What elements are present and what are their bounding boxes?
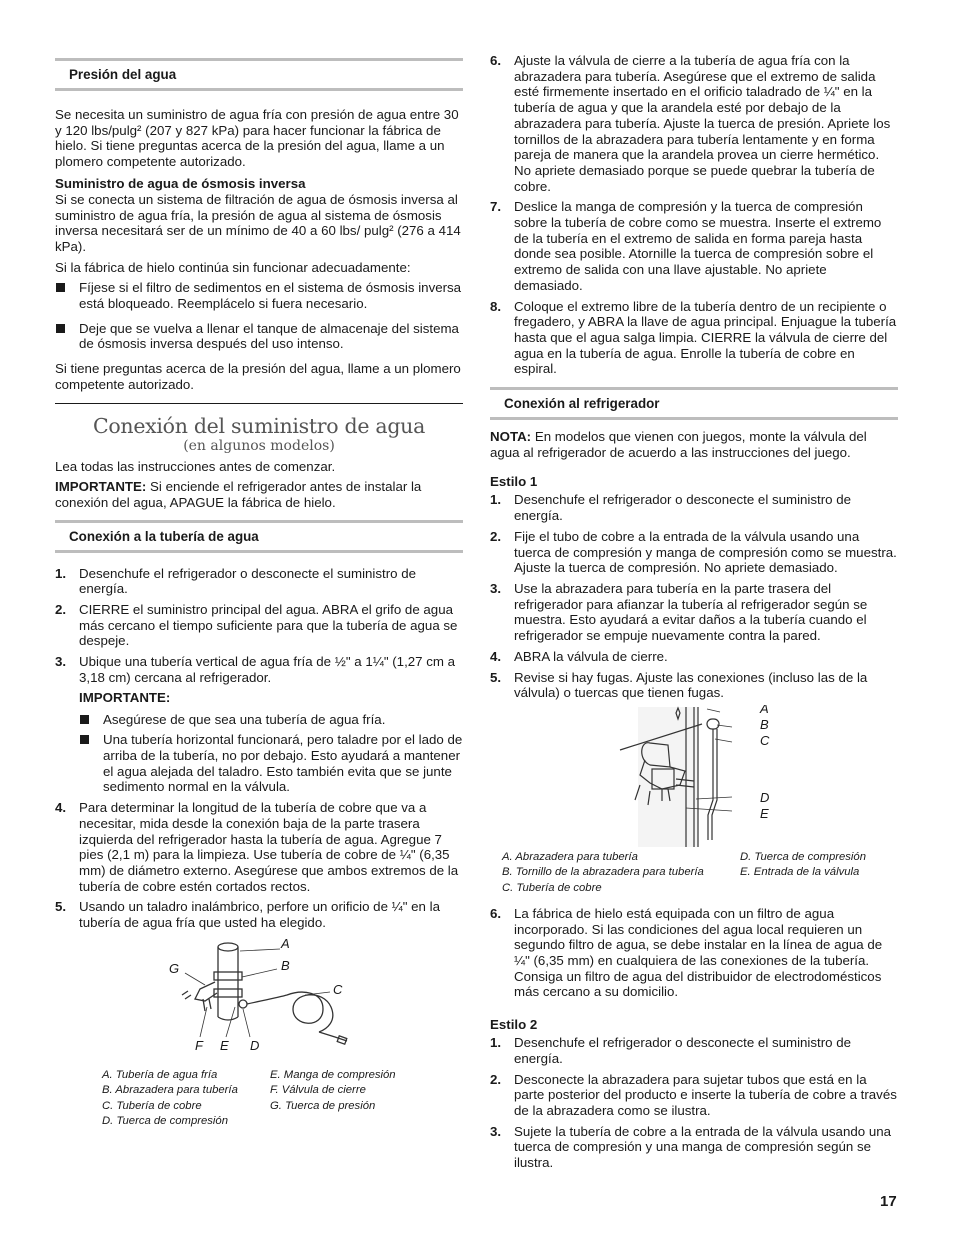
fridge-note: NOTA: En modelos que vienen con juegos, monte la válvula del agua al refrigerador de acuerdo a las instrucciones del juego. <box>490 429 867 460</box>
step-item: 8. Coloque el extremo libre de la tubería dentro de un recipiente o fregadero, y ABRA la llave de agua principal. Enjuague la tubería hasta que el agua salga limpia. CIERRE la válvula de cierre del agua en la tubería de agua. Enrolle la tubería de cobre en espiral. <box>490 298 897 377</box>
section-header-fridge: Conexión al refrigerador <box>490 387 898 420</box>
list-item: Deje que se vuelva a llenar el tanque de almacenaje del sistema de ósmosis inversa después del uso intenso. <box>55 321 463 352</box>
step-item: 2. Fije el tubo de cobre a la entrada de la válvula usando una tuerca de compresión y manga de compresión como se muestra. Ajuste la tuerca de compresión. No apriete demasiado. <box>490 528 897 576</box>
pipe-valve-diagram <box>55 937 463 1067</box>
caption-column: D. Tuerca de compresión E. Entrada de la válvula <box>740 850 866 879</box>
label-d: D <box>250 1037 260 1053</box>
label-e: E <box>760 805 769 821</box>
pipe-steps-continued <box>490 53 898 377</box>
step-item: 2. CIERRE el suministro principal del agua. ABRA el grifo de agua más cercano el tiempo suficiente para que la tubería de agua se despeje. <box>55 602 458 649</box>
step-item: 7. Deslice la manga de compresión y la tuerca de compresión sobre la tubería de cobre como se muestra. Inserte el extremo de la tubería en el extremo de salida en forma pareja hasta donde sea posible. Atornille la tuerca de compresión sobre el extremo de salida con una llave ajustable. No apriete demasiado. <box>490 199 882 293</box>
step-item: 3. Sujete la tubería de cobre a la entrada de la válvula usando una tuerca de compresión y una manga de compresión según se ilustra. <box>490 1123 892 1171</box>
page-subtitle: (en algunos modelos) <box>183 437 335 454</box>
label-c: C <box>333 981 343 997</box>
step-item: 6. Ajuste la válvula de cierre a la tubería de agua fría con la abrazadera para tubería. Asegúrese que el extremo de salida esté firmemente insertado en el orificio taladrado de ¼" en la tubería de agua y que la arandela esté por debajo de la abrazadera para tubería. Ajuste la tuerca de presión. Apriete los tornillos de la abrazadera para tubería lentamente y en forma pareja de manera que la arandela provea un cierre hermético. No apriete demasiado porque se puede quebrar la tubería de cobre. <box>490 53 891 194</box>
step-item: 2. Desconecte la abrazadera para sujetar tubos que está en la parte posterior del producto e inserte la tubería de cobre a través de la abrazadera como se ilustra. <box>490 1071 897 1118</box>
bullet-square-icon <box>80 715 89 724</box>
ro-bullets <box>55 280 463 352</box>
ro-text: Si se conecta un sistema de filtración de agua de ósmosis inversa al suministro de agua fría, la presión de agua al sistema de ósmosis inversa necesitará ser de un mínimo de 40 a 60 lbs/ pulg² (276 a 414 kPa). <box>55 191 461 254</box>
bullet-square-icon <box>56 324 65 333</box>
step-item: 4. Para determinar la longitud de la tubería de cobre que va a necesitar, mida desde la conexión baja de la parte trasera izquierda del refrigerador hasta la tubería de agua. Agregue 7 pies (2,1 m) para la limpieza. Use tubería de cobre de ¼" (6,35 mm) de diámetro externo. Asegúrese que ambos extremos de la tubería de cobre estén cortados rectos. <box>55 800 459 894</box>
fridge-diagram-captions <box>490 850 898 898</box>
water-pressure-closing: Si tiene preguntas acerca de la presión del agua, llame a un plomero competente autorizado. <box>55 361 461 392</box>
caption-column: A. Abrazadera para tubería B. Tornillo de la abrazadera para tubería C. Tubería de cobre <box>502 850 704 894</box>
step-item: 1. Desenchufe el refrigerador o desconecte el suministro de energía. <box>55 565 417 597</box>
style2-heading: Estilo 2 <box>490 1017 538 1033</box>
label-c: C <box>760 732 770 748</box>
read-all-note: Lea todas las instrucciones antes de comenzar. <box>55 458 336 474</box>
label-b: B <box>760 716 769 732</box>
pipe-diagram-captions <box>55 1068 463 1132</box>
ro-note: Si la fábrica de hielo continúa sin funcionar adecuadamente: <box>55 259 411 275</box>
ro-heading: Suministro de agua de ósmosis inversa <box>55 175 306 191</box>
style1-heading: Estilo 1 <box>490 474 538 490</box>
step-item: 3. Use la abrazadera para tubería en la parte trasera del refrigerador para afianzar la tubería al refrigerador según se muestra. Esto ayudará a evitar daños a la tubería cuando el refrigerador se empuje nuevamente contra la pared. <box>490 580 868 644</box>
bullet-square-icon <box>80 735 89 744</box>
pipe-diagram-drawing <box>182 943 347 1044</box>
list-item: Una tubería horizontal funcionará, pero taladre por el lado de arriba de la tubería, no por debajo. Esto ayudará a mantener el agua alejada del taladro. Esto también evita que se junte sedimento normal en la válvula. <box>79 732 463 795</box>
style2-steps <box>490 1035 898 1171</box>
list-item: Fíjese si el filtro de sedimentos en el sistema de ósmosis inversa está bloqueado. Reemplácelo si fuera necesario. <box>55 280 463 311</box>
label-f: F <box>195 1037 203 1053</box>
step-item: 5. Usando un taladro inalámbrico, perfore un orificio de ¼" en la tubería de agua fría que usted ha elegido. <box>55 899 440 931</box>
fridge-diagram-drawing <box>620 707 719 847</box>
caption-column: A. Tubería de agua fría B. Abrazadera para tubería C. Tubería de cobre D. Tuerca de compresión <box>102 1068 238 1128</box>
pipe-steps <box>55 566 463 931</box>
style1-step6 <box>490 906 898 1000</box>
step-item: 1. Desenchufe el refrigerador o desconecte el suministro de energía. <box>490 492 852 524</box>
page-title: Conexión del suministro de agua <box>92 413 425 438</box>
label-d: D <box>760 789 770 805</box>
step-item: 6. La fábrica de hielo está equipada con un filtro de agua incorporado. Si las condiciones del agua local requieren un segundo filtro de agua, se debe instalar en la línea de agua de ¼" (6,35 mm) en cualquiera de las conexiones de la tubería. Consiga un filtro de agua del distribuidor de electrodomésticos más cercano a su domicilio. <box>490 905 883 1000</box>
left-column <box>55 50 463 1132</box>
label-b: B <box>281 957 290 973</box>
step3-important: IMPORTANTE: <box>79 689 171 705</box>
section-header-water-pressure: Presión del agua <box>55 58 463 91</box>
label-e: E <box>220 1037 229 1053</box>
page-number: 17 <box>880 1193 897 1210</box>
list-item: Asegúrese de que sea una tubería de agua fría. <box>79 712 463 728</box>
important-note: IMPORTANTE: Si enciende el refrigerador antes de instalar la conexión del agua, APAGUE la fábrica de hielo. <box>55 479 422 510</box>
caption-column: E. Manga de compresión F. Válvula de cierre G. Tuerca de presión <box>270 1068 396 1112</box>
step-item: 5. Revise si hay fugas. Ajuste las conexiones (incluso las de la válvula) o tuercas que tienen fugas. <box>490 669 868 701</box>
right-column <box>490 50 898 1171</box>
step-item: 4. ABRA la válvula de cierre. <box>490 648 668 664</box>
label-g: G <box>169 960 180 976</box>
bullet-square-icon <box>56 283 65 292</box>
label-a: A <box>281 936 290 951</box>
water-pressure-intro: Se necesita un suministro de agua fría con presión de agua entre 30 y 120 lbs/pulg² (207 y 827 kPa) para hacer funcionar la fábrica de hielo. Si tiene preguntas acerca de la presión del agua, llame a un plomero competente autorizado. <box>55 107 459 170</box>
step-item: 3. Ubique una tubería vertical de agua fría de ½" a 1¼" (1,27 cm a 3,18 cm) cercana al refrigerador. IMPORTANTE: Asegúrese de que sea una tubería de agua fría. Una tubería horizontal funcionará, pero taladre por el lado de arriba de la tubería, no por debajo. Esto ayudará a mantener el agua alejada del taladro. Esto también evita que se junte sedimento normal en la válvula. <box>55 654 463 795</box>
section-divider <box>55 403 463 404</box>
section-header-pipe: Conexión a la tubería de agua <box>55 520 463 553</box>
fridge-valve-diagram <box>490 705 898 850</box>
style1-steps <box>490 492 898 700</box>
step3-bullets <box>79 712 463 796</box>
label-a: A <box>760 704 769 716</box>
step-item: 1. Desenchufe el refrigerador o desconecte el suministro de energía. <box>490 1035 852 1066</box>
